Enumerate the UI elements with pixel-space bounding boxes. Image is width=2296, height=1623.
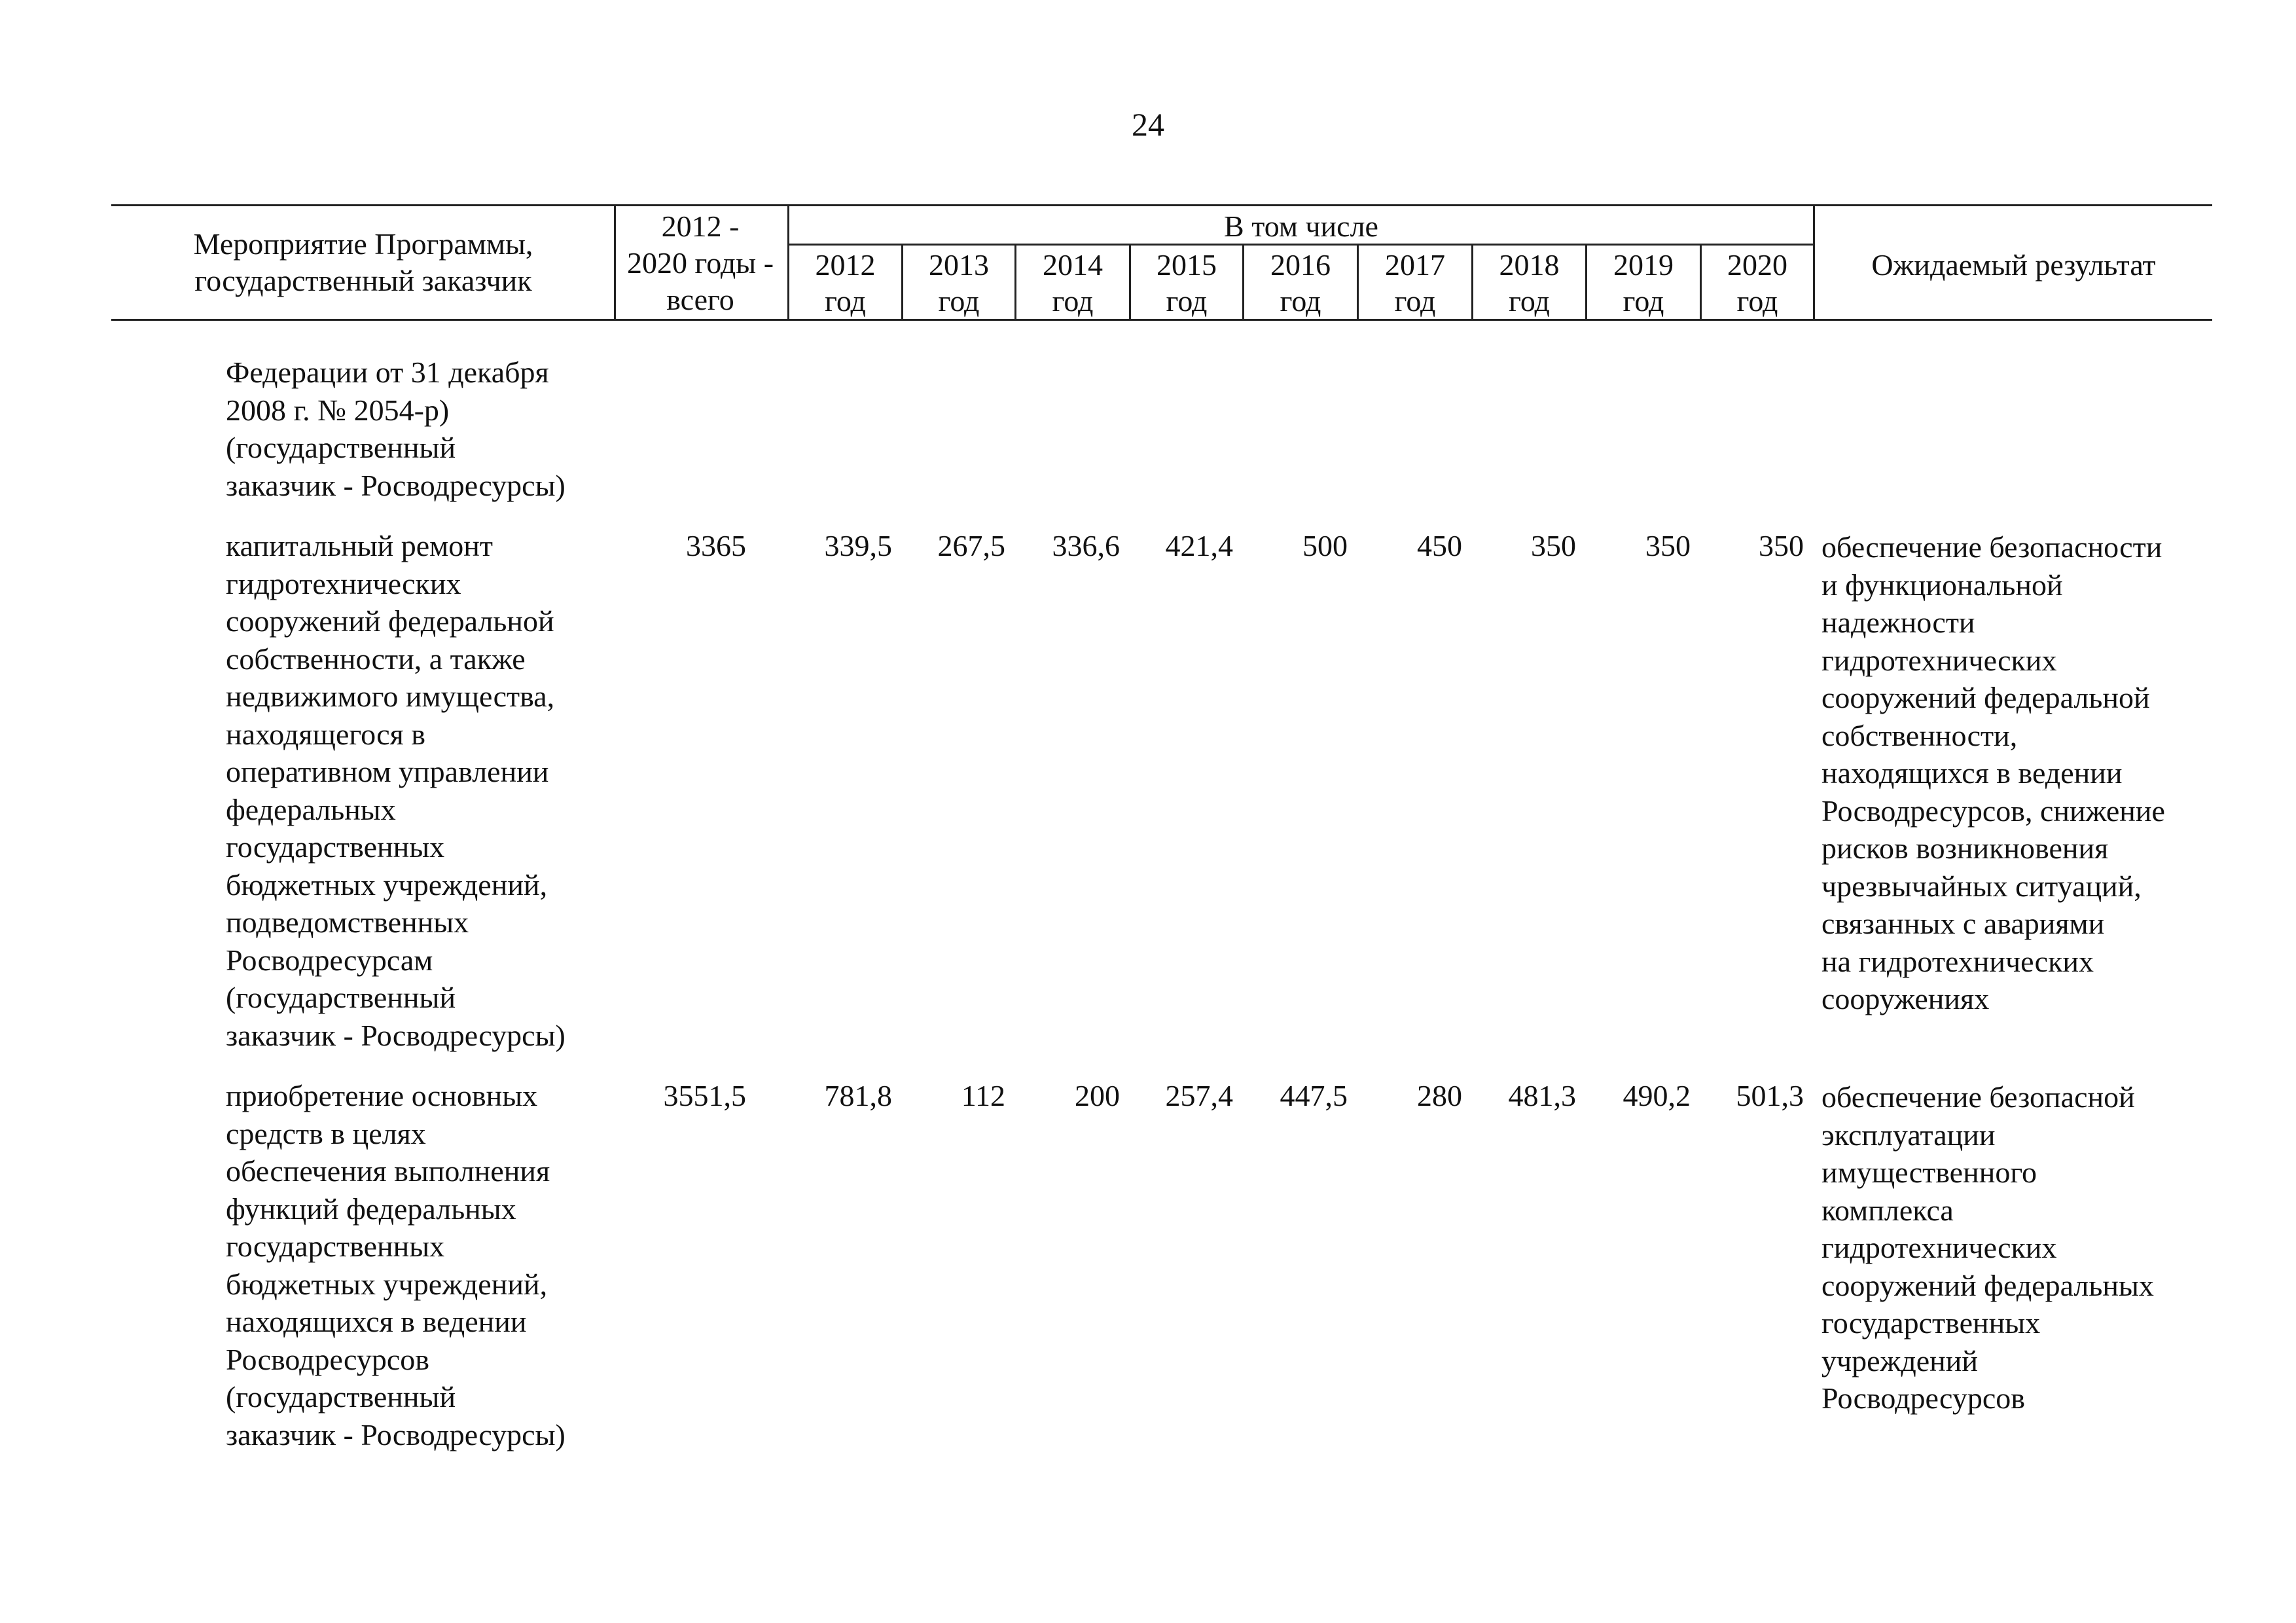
header-year-unit-2012: год bbox=[825, 284, 866, 318]
header-measure: Мероприятие Программы, государственный заказчик bbox=[193, 227, 533, 297]
header-year-2020: 2020 bbox=[1727, 248, 1787, 282]
row-value-2014: 200 bbox=[1075, 1079, 1120, 1112]
row-value-2012: 339,5 bbox=[824, 529, 892, 562]
header-result: Ожидаемый результат bbox=[1871, 248, 2156, 282]
row-value-2014: 336,6 bbox=[1052, 529, 1120, 562]
row-result: обеспечение безопасности и функциональной надежности гидротехнических сооружений федеральной собственности, находящихся в ведении Росводресурсов, снижение рисков возникновения чрезвычайных ситуаций, связанных с авариями на гидротехнических сооружениях bbox=[1821, 530, 2165, 1015]
header-year-2019: 2019 bbox=[1613, 248, 1674, 282]
row-value-2017: 450 bbox=[1417, 529, 1462, 562]
header-year-unit-2016: год bbox=[1280, 284, 1321, 318]
header-year-2015: 2015 bbox=[1157, 248, 1217, 282]
header-year-unit-2013: год bbox=[938, 284, 980, 318]
row-value-2020: 350 bbox=[1759, 529, 1804, 562]
header-group-label: В том числе bbox=[1224, 210, 1378, 243]
row-measure: Федерации от 31 декабря 2008 г. № 2054-р) (государственный заказчик - Росводресурсы) bbox=[226, 356, 565, 502]
header-year-2018: 2018 bbox=[1499, 248, 1560, 282]
row-value-2013: 112 bbox=[961, 1079, 1005, 1112]
header-year-2017: 2017 bbox=[1385, 248, 1445, 282]
row-total: 3365 bbox=[686, 529, 746, 562]
header-year-unit-2019: год bbox=[1623, 284, 1664, 318]
row-result: обеспечение безопасной эксплуатации имущественного комплекса гидротехнических сооружений федеральных государственных учреждений Росводресурсов bbox=[1821, 1080, 2154, 1415]
row-value-2017: 280 bbox=[1417, 1079, 1462, 1112]
header-year-unit-2017: год bbox=[1394, 284, 1436, 318]
row-total: 3551,5 bbox=[663, 1079, 746, 1112]
header-year-unit-2015: год bbox=[1166, 284, 1208, 318]
row-value-2020: 501,3 bbox=[1736, 1079, 1804, 1112]
row-value-2016: 447,5 bbox=[1280, 1079, 1348, 1112]
row-value-2015: 257,4 bbox=[1165, 1079, 1233, 1112]
row-value-2018: 350 bbox=[1531, 529, 1576, 562]
row-value-2018: 481,3 bbox=[1508, 1079, 1576, 1112]
header-year-unit-2020: год bbox=[1736, 284, 1778, 318]
header-year-unit-2018: год bbox=[1509, 284, 1550, 318]
row-value-2013: 267,5 bbox=[937, 529, 1005, 562]
header-year-2012: 2012 bbox=[815, 248, 876, 282]
row-value-2016: 500 bbox=[1302, 529, 1348, 562]
header-year-2013: 2013 bbox=[929, 248, 989, 282]
header-year-unit-2014: год bbox=[1052, 284, 1094, 318]
page-number: 24 bbox=[1132, 106, 1164, 143]
header-top-rule bbox=[111, 204, 2212, 206]
header-year-2014: 2014 bbox=[1043, 248, 1103, 282]
row-value-2015: 421,4 bbox=[1165, 529, 1233, 562]
row-value-2019: 350 bbox=[1645, 529, 1691, 562]
row-value-2012: 781,8 bbox=[824, 1079, 892, 1112]
row-measure: приобретение основных средств в целях обеспечения выполнения функций федеральных государственных бюджетных учреждений, находящихся в ведении Росводресурсов (государственный заказчик - Росводресурсы) bbox=[226, 1079, 565, 1451]
row-measure: капитальный ремонт гидротехнических сооружений федеральной собственности, а также недвижимого имущества, находящегося в оперативном управлении федеральных государственных бюджетных учреждений, подведомственных Росводресурсам (государственный заказчик - Росводресурсы) bbox=[226, 529, 565, 1052]
header-total: 2012 - 2020 годы - всего bbox=[626, 210, 774, 316]
row-value-2019: 490,2 bbox=[1623, 1079, 1691, 1112]
header-year-2016: 2016 bbox=[1270, 248, 1331, 282]
